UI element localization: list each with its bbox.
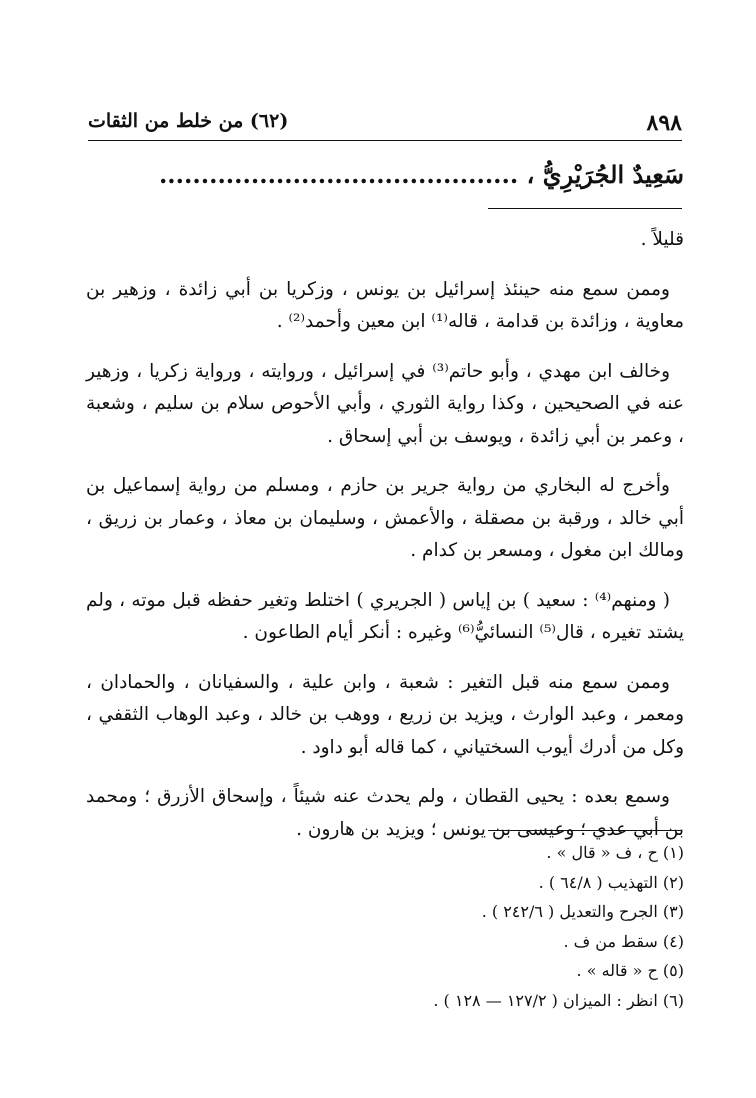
- body-text: [86, 224, 684, 863]
- page-number: ٨٩٨: [646, 110, 682, 136]
- heading-rule: [488, 208, 682, 209]
- footnote: (٢) التهذيب ( ٦٤/٨ ) .: [538, 872, 684, 892]
- running-title: (٦٢) من خلط من الثقات: [88, 110, 289, 132]
- paragraph: وممن سمع منه حينئذ إسرائيل بن يونس ، وزكريا بن أبي زائدة ، وزهير بن معاوية ، وزائدة بن قدامة ، قاله⁽¹⁾ ابن معين وأحمد⁽²⁾ .: [86, 278, 684, 332]
- paragraph: وسمع بعده : يحيى القطان ، ولم يحدث عنه شيئاً ، وإسحاق الأزرق ؛ ومحمد بن أبي عدي ؛ وعيسى بن يونس ؛ ويزيد بن هارون .: [86, 786, 684, 840]
- paragraph: قليلاً .: [640, 229, 684, 250]
- paragraph: وممن سمع منه قبل التغير : شعبة ، وابن علية ، والسفيانان ، والحمادان ، ومعمر ، وعبد الوارث ، ويزيد بن زريع ، ووهب بن خالد ، وعبد الوهاب الثقفي ، وكل من أدرك أيوب السختياني ، كما قاله أبو داود .: [86, 671, 684, 758]
- paragraph: ( ومنهم⁽⁴⁾ : سعيد ) بن إياس ( الجريري ) اختلط وتغير حفظه قبل موته ، ولم يشتد تغيره ، قال⁽⁵⁾ النسائيُّ⁽⁶⁾ وغيره : أنكر أيام الطاعون .: [86, 589, 684, 643]
- footnotes: [84, 838, 684, 1015]
- paragraph: وأخرج له البخاري من رواية جرير بن حازم ، ومسلم من رواية إسماعيل بن أبي خالد ، ورقبة بن مصقلة ، والأعمش ، وسليمان بن معاذ ، وعمار بن زريق ، ومالك ابن مغول ، ومسعر بن كدام .: [86, 475, 684, 561]
- footnote: (٥) ح « قاله » .: [576, 961, 684, 980]
- footnote: (٦) انظر : الميزان ( ١٢٧/٢ — ١٢٨ ) .: [433, 990, 684, 1010]
- footnote-rule: [488, 830, 682, 831]
- footnote: (٣) الجرح والتعديل ( ٢٤٢/٦ ) .: [481, 902, 684, 921]
- header-rule: [88, 140, 682, 141]
- footnote: (١) ح ، ف « قال » .: [546, 843, 684, 862]
- section-heading: سَعِيدٌ الجُرَيْرِيُّ ، ...........................................: [158, 160, 684, 189]
- footnote: (٤) سقط من ف .: [563, 931, 684, 951]
- page-header: [88, 110, 682, 140]
- paragraph: وخالف ابن مهدي ، وأبو حاتم⁽³⁾ في إسرائيل ، وروايته ، ورواية زكريا ، وزهير عنه في الصحيحين ، وكذا رواية الثوري ، وأبي الأحوص سلام بن سليم ، وشعبة ، وعمر بن أبي زائدة ، ويوسف بن أبي إسحاق .: [86, 360, 684, 447]
